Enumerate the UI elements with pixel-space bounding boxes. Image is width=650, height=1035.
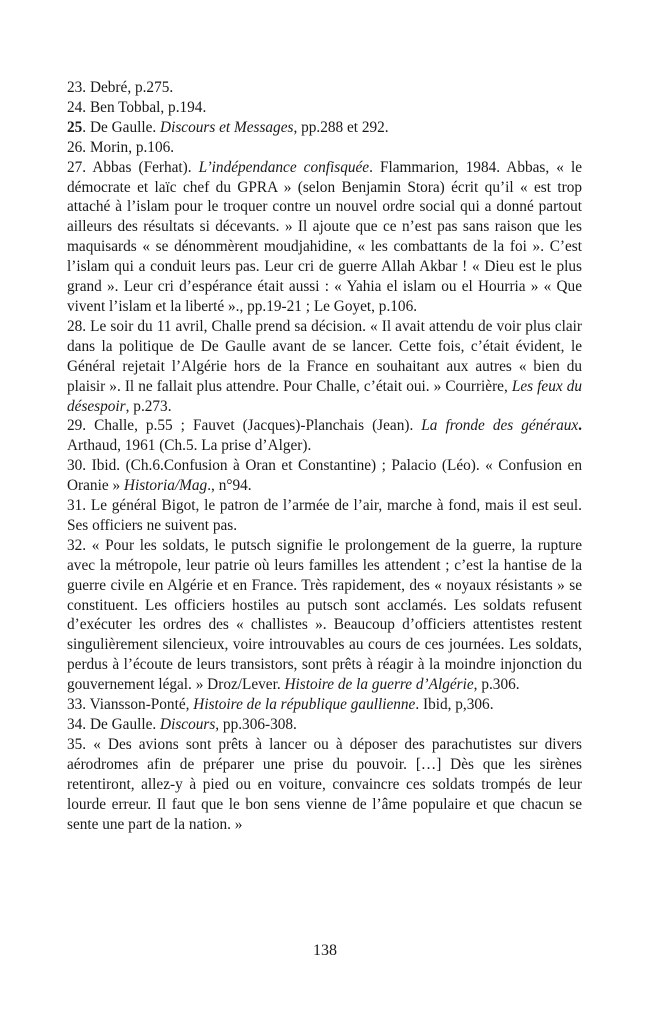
footnote-text-segment: 33. Viansson-Ponté <box>67 696 186 714</box>
footnote-text-segment: , p.273. <box>125 397 172 415</box>
footnote-text-segment: Discours et Messages <box>160 118 294 136</box>
footnote-text-segment: Histoire de la guerre d’Algérie <box>284 676 474 694</box>
footnote-text-segment: , pp.288 et 292. <box>293 118 389 136</box>
footnote-text-segment: , p.306. <box>473 676 520 694</box>
footnote-text-segment: Discours, <box>160 716 220 733</box>
footnote-text-segment: . <box>578 417 582 435</box>
footnote-24 <box>67 98 582 118</box>
footnote-30 <box>67 456 582 496</box>
footnote-25 <box>67 118 582 138</box>
footnote-text-segment: . Ibid, p,306. <box>415 696 494 714</box>
footnote-27 <box>67 158 582 317</box>
footnote-text-segment: 26. Morin, p.106. <box>67 138 175 156</box>
footnote-text-segment: ., n°94. <box>207 477 252 495</box>
footnote-text-segment: Les feux du désespoir <box>67 377 582 415</box>
footnote-text-segment: 35. « Des avions sont prêts à lancer ou à déposer des parachutistes sur divers aérodromes afin de préparer une prise du pouvoir. […] Dès que les sirènes retentiront, allez-y à pied ou en voiture, convaincre ces soldats trompés de leur lourde erreur. Il faut que le bon sens vienne de l’âme populaire et que chacun se sente une part de la nation. » <box>67 735 582 833</box>
footnote-text-segment: pp.306-308. <box>219 716 297 733</box>
footnote-text-segment: Arthaud, 1961 (Ch.5. La prise d’Alger). <box>67 437 312 455</box>
footnote-32 <box>67 536 582 695</box>
footnote-text-segment: 30. Ibid. (Ch.6.Confusion à Oran et Constantine) ; Palacio (Léo). « Confusion en Oranie » <box>67 457 582 495</box>
footnote-23 <box>67 78 582 98</box>
footnote-35 <box>67 735 582 835</box>
footnote-33 <box>67 695 582 715</box>
footnote-34 <box>67 715 582 735</box>
footnote-29 <box>67 416 582 456</box>
footnote-text-segment: Historia/Mag <box>123 477 208 495</box>
footnote-text-segment: , Histoire de la république gaullienne <box>185 696 416 714</box>
footnote-text-segment: La fronde des généraux <box>421 417 579 435</box>
footnote-text-segment: 34. De Gaulle. <box>67 716 161 733</box>
footnote-28 <box>67 317 582 417</box>
footnotes-list <box>67 78 582 834</box>
footnote-text-segment: 25 <box>67 118 83 136</box>
footnote-text-segment: 29. Challe, p.55 ; Fauvet (Jacques)-Planchais (Jean). <box>67 417 422 435</box>
footnote-31 <box>67 496 582 536</box>
footnote-text-segment: 28. Le soir du 11 avril, Challe prend sa décision. « Il avait attendu de voir plus clair dans la politique de De Gaulle avant de se lancer. Cette fois, c’était évident, le Général rejetait l’Algérie hors de la France en souhaitant aux autres « bien du plaisir ». Il ne fallait plus attendre. Pour Challe, c’était oui. » Courrière, <box>67 317 582 395</box>
footnote-26 <box>67 138 582 158</box>
footnote-text-segment: 24. Ben Tobbal, p.194. <box>67 98 207 116</box>
footnote-text-segment: 23. Debré, p.275. <box>67 79 174 96</box>
footnote-text-segment: L’indépendance confisquée <box>198 158 370 176</box>
footnote-text-segment: 32. « Pour les soldats, le putsch signifie le prolongement de la guerre, la rupture avec la métropole, leur patrie où leurs familles les attendent ; c’est la hantise de la guerre civile en Algérie et en France. Très rapidement, des « noyaux résistants » se constituent. Les officiers hostiles au putsch sont acclamés. Les soldats refusent d’exécuter les ordres des « challistes ». Beaucoup d’officiers attentistes restent singulièrement silencieux, voire introuvables au cours de ces journées. Les soldats, perdus à l’écoute de leurs transistors, sont prêts à réagir à la moindre injonction du gouvernement légal. » Droz/Lever. <box>67 536 582 694</box>
page-number: 138 <box>313 942 337 959</box>
footnote-text-segment: . De Gaulle. <box>82 118 161 136</box>
footnote-text-segment: 31. Le général Bigot, le patron de l’armée de l’air, marche à fond, mais il est seul. Ses officiers ne suivent pas. <box>67 497 582 534</box>
footnote-text-segment: . Flammarion, 1984. Abbas, « le démocrate et laïc chef du GPRA » (selon Benjamin Stora) écrit qu’il « est trop attaché à l’islam pour le troquer contre un nouvel ordre social qui a donné partout ailleurs des résultats si décevants. » Il ajoute que ce n’est pas sans raison que les maquisards « se dénommèrent moudjahidine, « les combattants de la foi ». C’est l’islam qui a conduit leurs pas. Leur cri de guerre Allah Akbar ! « Dieu est le plus grand ». Leur cri d’espérance était aussi : « Yahia el islam ou el Hourria » « Que vivent l’islam et la liberté »., pp.19-21 ; Le Goyet, p.106. <box>67 158 582 315</box>
footnote-text-segment: 27. Abbas (Ferhat). <box>67 158 199 176</box>
